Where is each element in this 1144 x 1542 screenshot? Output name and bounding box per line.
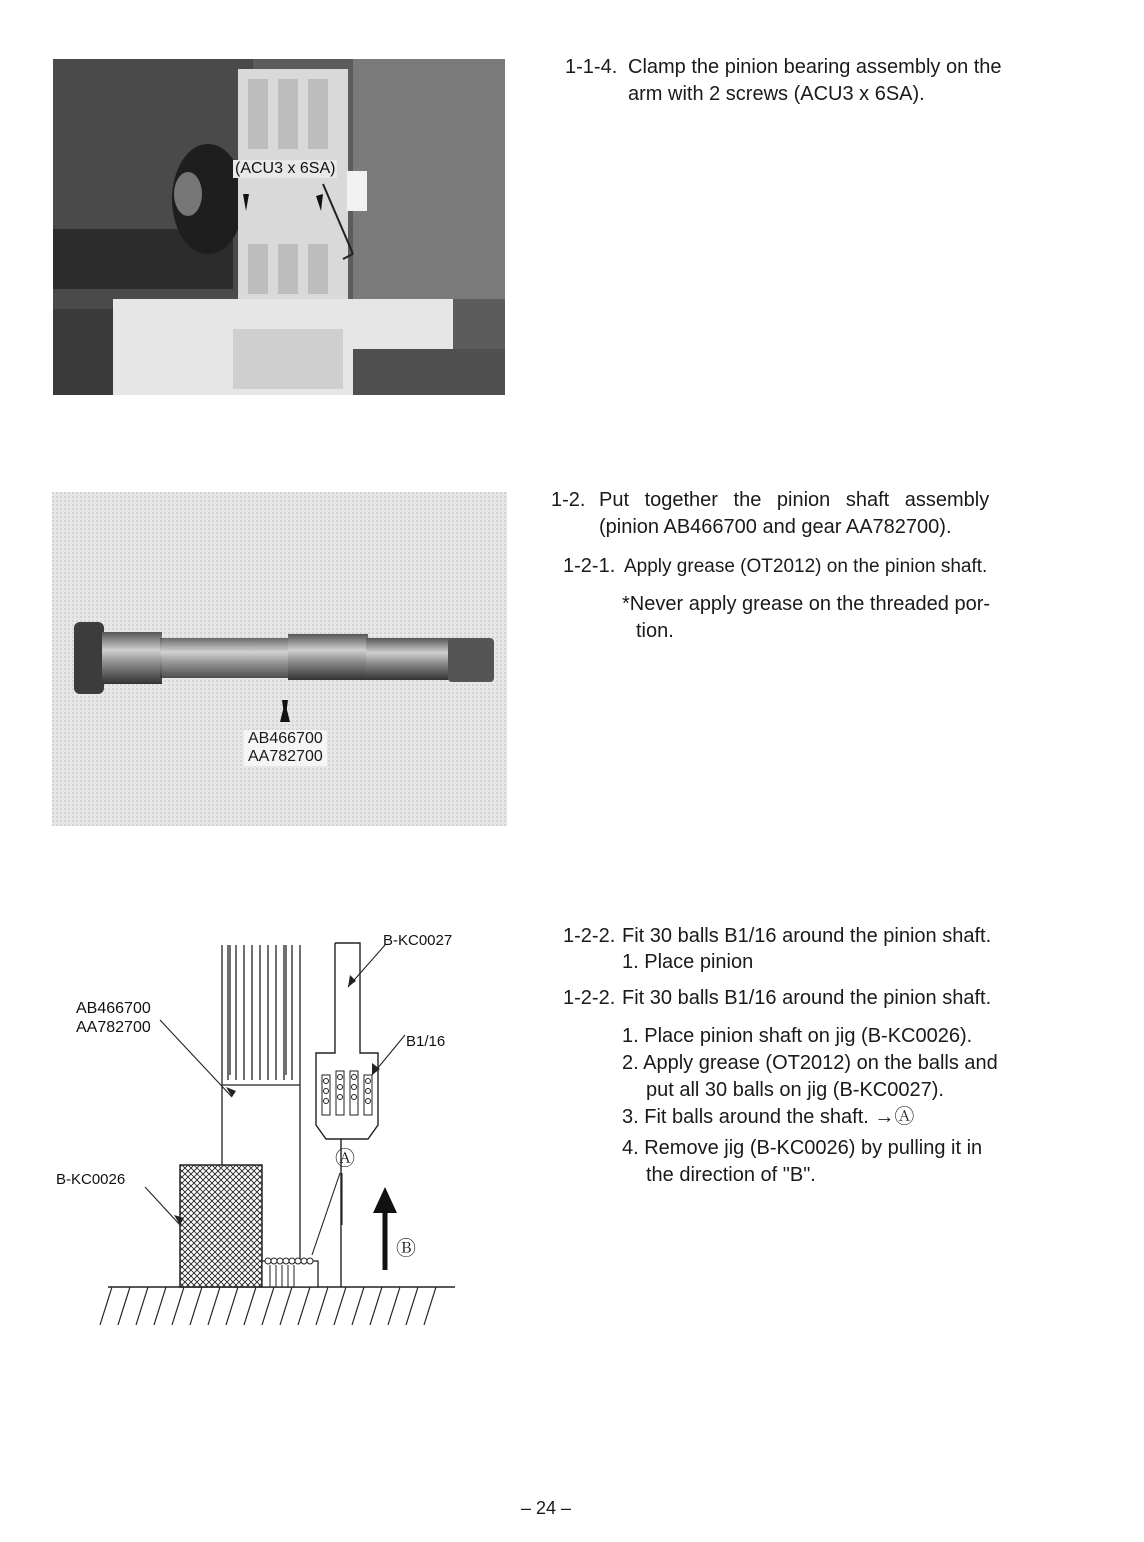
step-note-1-2-1-line1: *Never apply grease on the threaded por-: [622, 593, 991, 615]
page-number: – 24 –: [521, 1498, 572, 1518]
mark-a-label: Ⓐ: [335, 1148, 355, 1170]
ball-slots: [322, 1071, 372, 1115]
step-number-1-2-2-b: 1-2-2.: [563, 987, 616, 1009]
photo-label-aa782700: AA782700: [244, 748, 327, 766]
diagram-label-aa782700: AA782700: [76, 1019, 151, 1036]
jig-b-kc0026: [180, 1165, 262, 1287]
step-number-1-2-2-a: 1-2-2.: [563, 925, 616, 947]
diagram-label-ab466700: AB466700: [76, 1000, 151, 1017]
photo-label-screws: (ACU3 x 6SA): [235, 160, 336, 177]
step-item-2-cont: put all 30 balls on jig (B-KC0027).: [646, 1079, 944, 1101]
step-text-1-2-2-a-line1: Fit 30 balls B1/16 around the pinion shaft.: [622, 925, 992, 947]
ground-hatching: [100, 1287, 436, 1325]
step-item-4: 4. Remove jig (B-KC0026) by pulling it in: [622, 1137, 983, 1159]
step-item-1: 1. Place pinion shaft on jig (B-KC0026).: [622, 1025, 973, 1047]
diagram-label-b-kc0027: B-KC0027: [383, 932, 453, 949]
diagram-jig-assembly: [50, 925, 550, 1345]
step-text-1-2-2-a-sub1: 1. Place pinion: [622, 951, 754, 973]
step-text-1-2-1-line1: Apply grease (OT2012) on the pinion shaft.: [624, 556, 988, 577]
photo-pinion-shaft: [52, 492, 507, 826]
mark-b-label: Ⓑ: [396, 1238, 416, 1260]
step-text-1-2-line1: Put together the pinion shaft assembly: [599, 489, 990, 511]
photo-pinion-bearing: [53, 59, 505, 395]
step-number-1-2: 1-2.: [551, 489, 586, 511]
diagram-label-b116: B1/16: [406, 1033, 446, 1050]
arrow-b-icon: [373, 1187, 397, 1270]
step-number-1-2-1: 1-2-1.: [563, 555, 616, 577]
step-item-4-cont: the direction of "B".: [646, 1164, 816, 1186]
step-text-1-2-line2: (pinion AB466700 and gear AA782700).: [599, 516, 952, 538]
step-note-1-2-1-line2: tion.: [636, 620, 674, 642]
step-item-2: 2. Apply grease (OT2012) on the balls and: [622, 1052, 998, 1074]
step-text-1-1-4-line1: Clamp the pinion bearing assembly on the: [628, 56, 1002, 78]
step-number-1-1-4: 1-1-4.: [565, 56, 618, 78]
photo-label-ab466700: AB466700: [244, 730, 327, 748]
step-text-1-1-4-line2: arm with 2 screws (ACU3 x 6SA).: [628, 83, 925, 105]
step-item-3: 3. Fit balls around the shaft. →Ⓐ: [622, 1106, 915, 1128]
diagram-label-b-kc0026: B-KC0026: [56, 1171, 126, 1188]
step-text-1-2-2-b-line1: Fit 30 balls B1/16 around the pinion shaft.: [622, 987, 992, 1009]
